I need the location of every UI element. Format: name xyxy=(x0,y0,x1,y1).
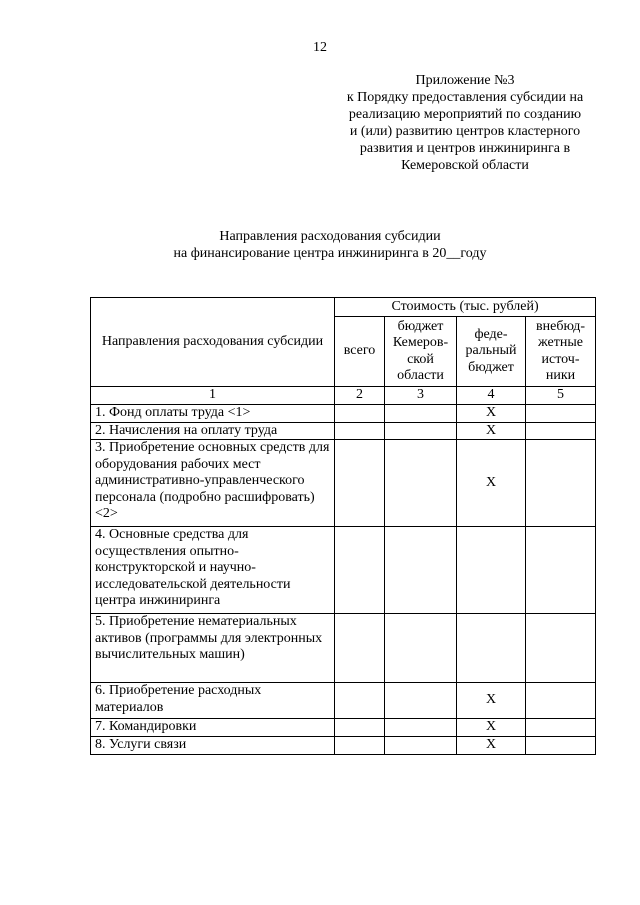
cell-federal: X xyxy=(457,737,526,755)
appendix-line: Приложение №3 xyxy=(415,73,515,88)
row-label: 4. Основные средства для осуществления опытно-конструкторской и научно-исследовательской деятельности центра инжиниринга xyxy=(91,527,335,614)
cell-regional xyxy=(385,440,457,527)
column-number: 1 xyxy=(91,387,335,405)
cell-federal xyxy=(457,527,526,614)
cell-extra xyxy=(526,440,596,527)
cell-extra xyxy=(526,614,596,683)
row-label: 8. Услуги связи xyxy=(91,737,335,755)
cell-federal xyxy=(457,614,526,683)
table-row xyxy=(91,719,596,737)
row-label: 3. Приобретение основных средств для оборудования рабочих мест административно-управленческого персонала (подробно расшифровать) <2> xyxy=(91,440,335,527)
table-row xyxy=(91,422,596,440)
cell-regional xyxy=(385,422,457,440)
cell-regional xyxy=(385,737,457,755)
cell-extra xyxy=(526,683,596,719)
table-row xyxy=(91,527,596,614)
table-row xyxy=(91,440,596,527)
cell-total xyxy=(335,614,385,683)
cell-federal: X xyxy=(457,422,526,440)
header-federal-budget: феде-ральный бюджет xyxy=(457,317,526,387)
appendix-line: реализацию мероприятий по созданию xyxy=(348,107,582,122)
table-title-line-2: на финансирование центра инжиниринга в 20__году xyxy=(173,246,487,261)
column-number: 5 xyxy=(526,387,596,405)
appendix-note xyxy=(330,72,600,174)
expenses-table xyxy=(90,297,596,755)
cell-regional xyxy=(385,719,457,737)
cell-extra xyxy=(526,527,596,614)
cell-federal: X xyxy=(457,440,526,527)
cell-total xyxy=(335,422,385,440)
cell-total xyxy=(335,719,385,737)
header-cost: Стоимость (тыс. рублей) xyxy=(335,298,596,317)
column-number: 3 xyxy=(385,387,457,405)
table-row xyxy=(91,737,596,755)
cell-total xyxy=(335,683,385,719)
cell-total xyxy=(335,527,385,614)
header-regional-budget: бюджет Кемеров-ской области xyxy=(385,317,457,387)
row-label: 6. Приобретение расходных материалов xyxy=(91,683,335,719)
cell-extra xyxy=(526,737,596,755)
cell-federal: X xyxy=(457,683,526,719)
table-row xyxy=(91,683,596,719)
header-total: всего xyxy=(335,317,385,387)
header-direction: Направления расходования субсидии xyxy=(91,298,335,387)
row-label: 7. Командировки xyxy=(91,719,335,737)
cell-extra xyxy=(526,719,596,737)
appendix-line: и (или) развитию центров кластерного xyxy=(349,124,581,139)
cell-total xyxy=(335,737,385,755)
appendix-line: к Порядку предоставления субсидии на xyxy=(346,90,584,105)
column-number-row xyxy=(91,387,596,405)
table-row xyxy=(91,614,596,683)
row-label: 2. Начисления на оплату труда xyxy=(91,422,335,440)
appendix-line: развития и центров инжиниринга в xyxy=(359,141,571,156)
cell-regional xyxy=(385,405,457,423)
cell-federal: X xyxy=(457,405,526,423)
page-number: 12 xyxy=(313,40,327,55)
appendix-line: Кемеровской области xyxy=(401,158,529,173)
column-number: 4 xyxy=(457,387,526,405)
header-extrabudgetary: внебюд-жетные источ-ники xyxy=(526,317,596,387)
row-label: 5. Приобретение нематериальных активов (программы для электронных вычислительных машин) xyxy=(91,614,335,683)
cell-federal: X xyxy=(457,719,526,737)
cell-extra xyxy=(526,405,596,423)
cell-regional xyxy=(385,683,457,719)
cell-total xyxy=(335,405,385,423)
column-number: 2 xyxy=(335,387,385,405)
cell-regional xyxy=(385,614,457,683)
table-row xyxy=(91,405,596,423)
cell-extra xyxy=(526,422,596,440)
table-title xyxy=(0,228,640,262)
table-title-line-1: Направления расходования субсидии xyxy=(219,229,441,244)
cell-regional xyxy=(385,527,457,614)
cell-total xyxy=(335,440,385,527)
row-label: 1. Фонд оплаты труда <1> xyxy=(91,405,335,423)
